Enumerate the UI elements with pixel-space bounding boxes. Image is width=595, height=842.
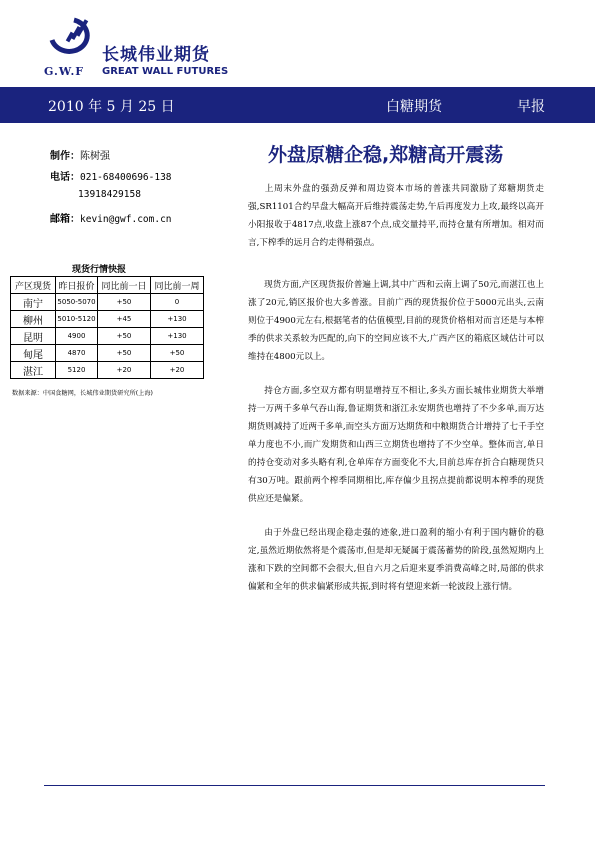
body-paragraph: [248, 276, 544, 366]
table-header-cell: 昨日报价: [56, 277, 98, 294]
maker-line: [50, 147, 110, 162]
mobile-line: [78, 189, 141, 200]
table-cell: +130: [151, 311, 204, 328]
paragraph-text: 持仓方面,多空双方都有明显增持互不相让,多头方面长城伟业期货大举增持一万两千多单气吞山海,鲁证期货和浙江永安期货也增持了不少多单,而万达期货则减持了近两千多单,而空头方面万达期货和中粮期货合计增持了七千手空单力度也不小,而广发期货和山西三立期货也增持了不少空单。整体而言,单日的持仓变动对多头略有利,仓单库存方面变化不大,目前总库存折合白糖现货只有30万吨。跟前两个榨季同期相比,库存偏少且拐点提前都说明本榨季的现货供应还是偏紧。: [248, 386, 544, 504]
table-cell: 湛江: [11, 362, 56, 379]
body-paragraph: [248, 382, 544, 508]
table-cell: 5120: [56, 362, 98, 379]
table-cell: 5050-5070: [56, 294, 98, 311]
table-cell: +50: [98, 328, 151, 345]
table-cell: +20: [151, 362, 204, 379]
table-row: [11, 362, 204, 379]
data-source-note: 数据来源：中国食糖网，长城伟业期货研究所(上海): [12, 390, 153, 397]
table-row: [11, 328, 204, 345]
email-label: 邮箱：: [50, 214, 80, 225]
table-header-cell: 同比前一周: [151, 277, 204, 294]
table-header-cell: 同比前一日: [98, 277, 151, 294]
table-cell: 南宁: [11, 294, 56, 311]
maker-label: 制作：: [50, 151, 80, 162]
table-cell: 柳州: [11, 311, 56, 328]
body-paragraph: [248, 180, 544, 252]
table-row: [11, 294, 204, 311]
page-title: 外盘原糖企稳,郑糖高开震荡: [268, 144, 504, 166]
email-line: [50, 210, 172, 225]
table-header-row: [11, 277, 204, 294]
mobile-number: 13918429158: [78, 189, 141, 200]
company-name-cn: 长城伟业期货: [102, 45, 210, 65]
footer-divider: [44, 785, 545, 786]
table-cell: +20: [98, 362, 151, 379]
report-product: 白糖期货: [386, 99, 442, 115]
table-cell: 4900: [56, 328, 98, 345]
table-cell: 昆明: [11, 328, 56, 345]
report-date: 2010 年 5 月 25 日: [48, 99, 175, 115]
table-cell: +45: [98, 311, 151, 328]
company-name-en: GREAT WALL FUTURES: [102, 66, 229, 77]
maker-name: 陈树强: [80, 151, 110, 162]
table-cell: +130: [151, 328, 204, 345]
phone-line: [50, 168, 172, 183]
body-paragraph: [248, 524, 544, 596]
email-address[interactable]: kevin@gwf.com.cn: [80, 214, 172, 225]
table-cell: 甸尾: [11, 345, 56, 362]
phone-number: 021-68400696-138: [80, 172, 172, 183]
table-row: [11, 311, 204, 328]
table-cell: 5010-5120: [56, 311, 98, 328]
report-type: 早报: [517, 99, 545, 115]
table-cell: +50: [98, 345, 151, 362]
paragraph-text: 现货方面,产区现货报价普遍上调,其中广西和云南上调了50元,而湛江也上涨了20元,销区报价也大多普涨。目前广西的现货报价位于5000元出头,云南则位于4900元左右,根据笔者的估值模型,目前的现货价格相对而言还是与本榨季的供求关系较为匹配的,向下的空间应该不大,广西产区的箱底区域估计可以维持在4800元以上。: [248, 280, 544, 362]
paragraph-text: 上周末外盘的强劲反弹和周边资本市场的普涨共同激励了郑糖期货走强,SR1101合约早盘大幅高开后维持震荡走势,午后再度发力上攻,最终以高开小阳报收于4817点,收盘上涨87个点,成交量持平,而持仓量有所增加。相对而言,下榨季的远月合约走得稍强点。: [248, 184, 544, 248]
table-header-cell: 产区现货: [11, 277, 56, 294]
table-cell: 4870: [56, 345, 98, 362]
table-cell: 0: [151, 294, 204, 311]
spot-table-title: 现货行情快报: [72, 265, 127, 275]
spot-price-table: [10, 276, 204, 379]
paragraph-text: 由于外盘已经出现企稳走强的迹象,进口盈利的缩小有利于国内糖价的稳定,虽然近期依然将是个震荡市,但是却无疑属于震荡蓄势的阶段,虽然短期内上涨和下跌的空间都不会很大,但自六月之后迎来夏季消费高峰之时,局部的供求偏紧和全年的供求偏紧形成共振,到时将有望迎来新一轮波段上涨行情。: [248, 528, 544, 592]
phone-label: 电话：: [50, 172, 80, 183]
table-cell: +50: [98, 294, 151, 311]
table-cell: +50: [151, 345, 204, 362]
gwf-logo-icon: [44, 14, 94, 58]
logo-text: G.W.F: [44, 65, 85, 78]
table-row: [11, 345, 204, 362]
header-banner: [0, 87, 595, 123]
